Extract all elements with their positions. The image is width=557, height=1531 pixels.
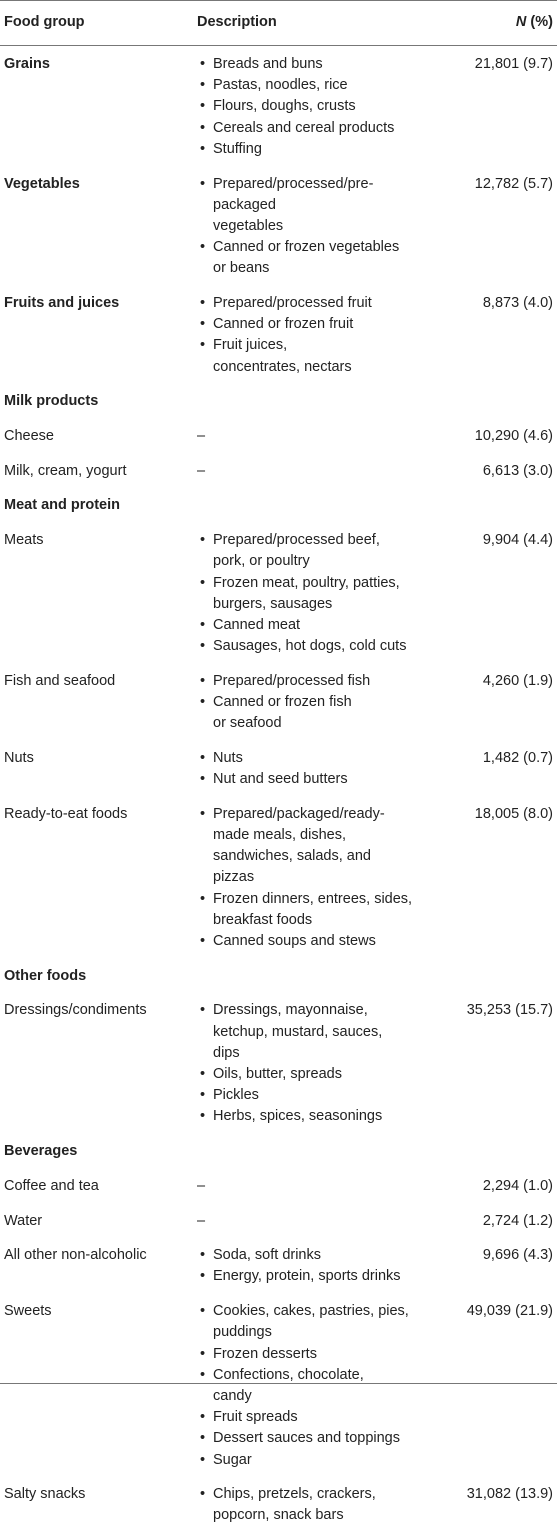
description-line: Chips, pretzels, crackers, xyxy=(213,1486,376,1503)
empty-description-dash: – xyxy=(197,1212,206,1229)
description-list xyxy=(197,1301,409,1471)
description-line: Energy, protein, sports drinks xyxy=(213,1268,401,1285)
bullet-icon: • xyxy=(200,1066,206,1082)
food-group-name: All other non-alcoholic xyxy=(4,1247,147,1264)
food-group-name: Ready-to-eat foods xyxy=(4,805,128,822)
description-cell xyxy=(197,1000,382,1127)
description-cell xyxy=(197,1301,409,1471)
description-line: burgers, sausages xyxy=(213,595,333,612)
bullet-icon: • xyxy=(200,1268,206,1285)
bullet-icon: • xyxy=(200,890,206,907)
description-cell xyxy=(197,804,412,952)
table-row xyxy=(0,1132,557,1167)
count-percent: 4,260 (1.9) xyxy=(482,672,553,689)
table-row xyxy=(0,165,557,285)
bullet-icon: • xyxy=(200,56,206,72)
description-line: Breads and buns xyxy=(213,56,323,72)
header-description: Description xyxy=(197,14,277,30)
table-row xyxy=(0,795,557,957)
description-item xyxy=(197,931,412,952)
bullet-icon: • xyxy=(200,98,206,115)
table-row xyxy=(0,1167,557,1202)
group-heading: Other foods xyxy=(4,967,87,984)
description-line: Frozen dinners, entrees, sides, xyxy=(213,890,413,907)
description-line: dips xyxy=(213,1044,240,1061)
table-row xyxy=(0,991,557,1132)
description-line: pork, or poultry xyxy=(213,553,310,570)
description-item xyxy=(197,335,372,377)
group-heading: Vegetables xyxy=(4,175,80,192)
description-item xyxy=(197,139,394,160)
description-line: popcorn, snack bars xyxy=(213,1507,344,1524)
description-line: Frozen meat, poultry, patties, xyxy=(213,574,400,591)
description-line: Dessert sauces and toppings xyxy=(213,1430,400,1447)
bullet-icon: • xyxy=(200,1303,206,1320)
description-item xyxy=(197,96,394,117)
food-group-name: Coffee and tea xyxy=(4,1177,99,1194)
description-item xyxy=(197,573,406,615)
description-item xyxy=(197,174,399,238)
description-cell xyxy=(197,748,348,790)
description-item xyxy=(197,314,372,335)
food-group-name: Milk, cream, yogurt xyxy=(4,462,127,479)
food-group-name: Cheese xyxy=(4,428,54,444)
count-percent: 9,904 (4.4) xyxy=(482,532,553,549)
bullet-icon: • xyxy=(200,694,206,710)
empty-description-dash: – xyxy=(197,1177,206,1194)
empty-description-dash: – xyxy=(197,428,206,444)
bullet-icon: • xyxy=(200,771,206,788)
description-line: Prepared/processed/pre- xyxy=(213,175,374,192)
description-line: Cereals and cereal products xyxy=(213,119,395,136)
description-line: Fruit juices, xyxy=(213,337,288,354)
description-item xyxy=(197,1064,382,1085)
bullet-icon: • xyxy=(200,1247,206,1264)
description-cell xyxy=(197,1176,205,1197)
description-line: Nut and seed butters xyxy=(213,771,348,788)
bullet-icon: • xyxy=(200,749,206,766)
description-item xyxy=(197,1106,382,1127)
bullet-icon: • xyxy=(200,239,206,256)
food-group-name: Sweets xyxy=(4,1303,52,1320)
description-line: or seafood xyxy=(213,715,282,732)
description-line: Canned meat xyxy=(213,616,301,633)
description-line: Flours, doughs, crusts xyxy=(213,98,356,115)
description-item xyxy=(197,748,348,769)
table-row xyxy=(0,382,557,417)
description-cell xyxy=(197,671,370,735)
count-percent: 6,613 (3.0) xyxy=(482,462,553,479)
bullet-icon: • xyxy=(200,1345,206,1362)
description-item xyxy=(197,692,370,734)
bullet-icon: • xyxy=(200,140,206,157)
description-item xyxy=(197,237,399,279)
description-item xyxy=(197,1245,401,1266)
description-line: Prepared/packaged/ready- xyxy=(213,805,385,822)
description-item xyxy=(197,530,406,572)
table-row xyxy=(0,1236,557,1292)
description-list xyxy=(197,54,394,160)
bullet-icon: • xyxy=(200,316,206,333)
description-item xyxy=(197,54,394,75)
description-cell xyxy=(197,1245,401,1287)
description-line: Soda, soft drinks xyxy=(213,1247,321,1264)
description-list xyxy=(197,748,348,790)
description-cell xyxy=(197,461,205,482)
description-item xyxy=(197,1301,409,1343)
header-n-percent xyxy=(516,12,553,33)
description-line: breakfast foods xyxy=(213,911,313,928)
table-row xyxy=(0,284,557,382)
description-cell xyxy=(197,426,205,447)
description-line: Sausages, hot dogs, cold cuts xyxy=(213,638,407,655)
bullet-icon: • xyxy=(200,1486,206,1503)
description-line: puddings xyxy=(213,1324,272,1341)
description-item xyxy=(197,1000,382,1064)
count-percent: 9,696 (4.3) xyxy=(482,1247,553,1264)
bullet-icon: • xyxy=(200,1430,206,1447)
description-line: concentrates, nectars xyxy=(213,358,352,375)
group-heading: Fruits and juices xyxy=(4,295,120,311)
bullet-icon: • xyxy=(200,1108,206,1125)
bullet-icon: • xyxy=(200,1409,206,1426)
description-cell xyxy=(197,530,406,657)
description-list xyxy=(197,293,372,378)
count-percent: 2,724 (1.2) xyxy=(482,1212,553,1229)
bullet-icon: • xyxy=(200,119,206,136)
description-item xyxy=(197,1365,409,1407)
table-row xyxy=(0,486,557,521)
description-list xyxy=(197,1000,382,1127)
count-percent: 31,082 (13.9) xyxy=(466,1486,553,1503)
description-item xyxy=(197,889,412,931)
count-percent: 18,005 (8.0) xyxy=(474,805,553,822)
description-cell xyxy=(197,174,399,280)
description-line: Confections, chocolate, xyxy=(213,1366,364,1383)
count-percent: 35,253 (15.7) xyxy=(466,1002,553,1019)
table-row xyxy=(0,1475,557,1531)
bullet-icon: • xyxy=(200,638,206,655)
group-heading: Grains xyxy=(4,56,50,72)
count-percent: 10,290 (4.6) xyxy=(474,428,553,444)
description-line: Stuffing xyxy=(213,140,262,157)
description-item xyxy=(197,804,412,889)
description-line: or beans xyxy=(213,260,270,277)
food-group-name: Meats xyxy=(4,532,44,549)
description-item xyxy=(197,1266,401,1287)
description-line: Frozen desserts xyxy=(213,1345,317,1362)
group-heading: Milk products xyxy=(4,393,99,410)
description-line: Canned or frozen vegetables xyxy=(213,239,400,256)
description-line: Herbs, spices, seasonings xyxy=(213,1108,383,1125)
description-item xyxy=(197,671,370,692)
description-cell xyxy=(197,293,372,378)
count-percent: 49,039 (21.9) xyxy=(466,1303,553,1320)
description-list xyxy=(197,174,399,280)
description-line: ketchup, mustard, sauces, xyxy=(213,1023,383,1040)
food-group-name: Water xyxy=(4,1212,43,1229)
table-row xyxy=(0,521,557,662)
count-percent: 2,294 (1.0) xyxy=(482,1177,553,1194)
description-list xyxy=(197,1484,376,1526)
bullet-icon: • xyxy=(200,1002,206,1019)
description-line: Nuts xyxy=(213,749,243,766)
bullet-icon: • xyxy=(200,337,206,354)
description-line: sandwiches, salads, and xyxy=(213,848,371,865)
bullet-icon: • xyxy=(200,295,206,311)
description-item xyxy=(197,293,372,314)
description-cell xyxy=(197,1211,205,1232)
header-percent: (%) xyxy=(526,14,553,30)
count-percent: 8,873 (4.0) xyxy=(482,295,553,311)
description-item xyxy=(197,636,406,657)
header-food-group: Food group xyxy=(4,14,85,30)
description-line: pizzas xyxy=(213,869,255,886)
bullet-icon: • xyxy=(200,1366,206,1383)
empty-description-dash: – xyxy=(197,462,206,479)
bullet-icon: • xyxy=(200,574,206,591)
description-line: Canned or frozen fish xyxy=(213,694,352,710)
table-row xyxy=(0,45,557,165)
group-heading: Beverages xyxy=(4,1143,78,1160)
description-cell xyxy=(197,1484,376,1526)
description-line: Canned or frozen fruit xyxy=(213,316,354,333)
count-percent: 12,782 (5.7) xyxy=(474,175,553,192)
description-line: vegetables xyxy=(213,217,284,234)
description-line: Prepared/processed beef, xyxy=(213,532,380,549)
bullet-icon: • xyxy=(200,532,206,549)
table-row xyxy=(0,739,557,795)
food-group-name: Salty snacks xyxy=(4,1486,86,1503)
table-row xyxy=(0,1202,557,1237)
description-item xyxy=(197,75,394,96)
bullet-icon: • xyxy=(200,175,206,192)
description-list xyxy=(197,530,406,657)
food-group-name: Nuts xyxy=(4,749,34,766)
header-n: N xyxy=(515,14,527,30)
food-group-name: Dressings/condiments xyxy=(4,1002,147,1019)
description-item xyxy=(197,1484,376,1526)
group-heading: Meat and protein xyxy=(4,497,121,514)
bullet-icon: • xyxy=(200,933,206,950)
count-percent: 21,801 (9.7) xyxy=(474,56,553,72)
description-line: Sugar xyxy=(213,1451,252,1468)
bullet-icon: • xyxy=(200,1087,206,1104)
description-item xyxy=(197,1428,409,1449)
table-row xyxy=(0,957,557,992)
description-line: Fruit spreads xyxy=(213,1409,298,1426)
bullet-icon: • xyxy=(200,805,206,822)
food-group-name: Fish and seafood xyxy=(4,672,116,689)
bullet-icon: • xyxy=(200,1451,206,1468)
description-line: Oils, butter, spreads xyxy=(213,1066,342,1082)
description-cell xyxy=(197,54,394,160)
description-line: Prepared/processed fruit xyxy=(213,295,372,311)
description-item xyxy=(197,1344,409,1365)
count-percent: 1,482 (0.7) xyxy=(482,749,553,766)
description-list xyxy=(197,804,412,952)
description-item xyxy=(197,615,406,636)
bullet-icon: • xyxy=(200,672,206,689)
table-row xyxy=(0,662,557,739)
description-item xyxy=(197,1450,409,1471)
description-line: Cookies, cakes, pastries, pies, xyxy=(213,1303,409,1320)
description-line: Pickles xyxy=(213,1087,259,1104)
table-row xyxy=(0,452,557,487)
bullet-icon: • xyxy=(200,616,206,633)
table-header xyxy=(0,0,557,46)
description-line: made meals, dishes, xyxy=(213,827,346,843)
description-line: Pastas, noodles, rice xyxy=(213,77,348,94)
description-item xyxy=(197,1407,409,1428)
bullet-icon: • xyxy=(200,77,206,94)
description-item xyxy=(197,118,394,139)
table-row xyxy=(0,417,557,452)
description-line: Dressings, mayonnaise, xyxy=(213,1002,368,1019)
description-list xyxy=(197,671,370,735)
description-list xyxy=(197,1245,401,1287)
description-item xyxy=(197,769,348,790)
description-item xyxy=(197,1085,382,1106)
description-line: packaged xyxy=(213,196,276,213)
description-line: candy xyxy=(213,1387,252,1404)
table-bottom-rule xyxy=(0,1383,557,1384)
description-line: Canned soups and stews xyxy=(213,933,376,950)
description-line: Prepared/processed fish xyxy=(213,672,371,689)
